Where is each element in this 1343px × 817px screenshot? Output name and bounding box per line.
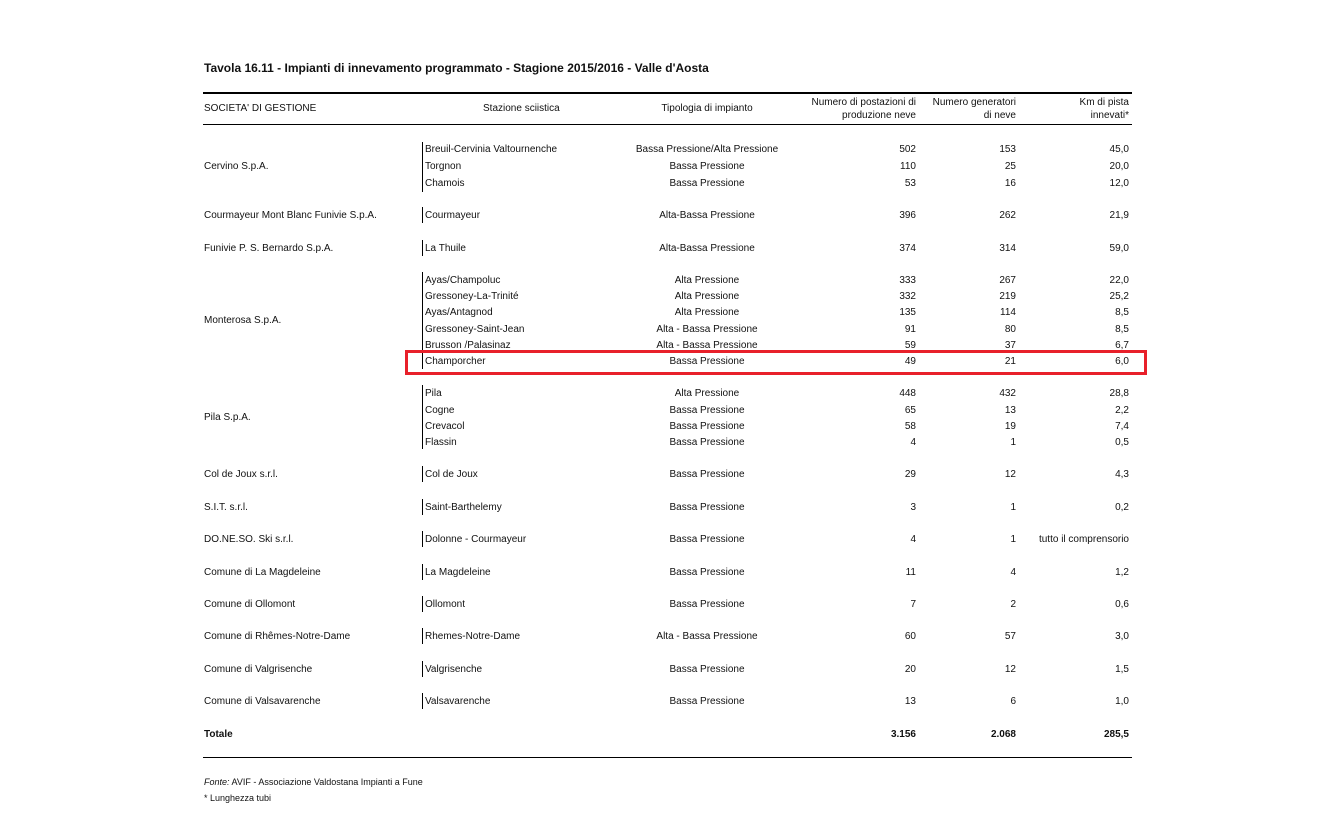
group-divider	[422, 207, 423, 223]
group-societa: Comune di Ollomont	[204, 599, 296, 610]
header-bottom-rule	[203, 124, 1132, 125]
group-societa: Comune di La Magdeleine	[204, 567, 321, 578]
header-societa: SOCIETA' DI GESTIONE	[204, 103, 317, 114]
group-societa: S.I.T. s.r.l.	[204, 502, 248, 513]
group-societa: Col de Joux s.r.l.	[204, 469, 278, 480]
total-label: Totale	[204, 729, 233, 740]
total-generatori: 2.068	[990, 729, 1016, 740]
group-societa: Comune di Valgrisenche	[204, 664, 313, 675]
header-top-rule	[203, 92, 1132, 94]
group-divider	[422, 240, 423, 256]
source-note	[204, 777, 423, 787]
header-postazioni-line1: Numero di postazioni di	[811, 97, 916, 108]
total-postazioni: 3.156	[890, 729, 916, 740]
header-tipologia: Tipologia di impianto	[661, 103, 753, 114]
table-bottom-rule	[203, 757, 1132, 758]
group-divider	[422, 693, 423, 709]
header-postazioni	[780, 96, 916, 122]
group-societa: Monterosa S.p.A.	[204, 315, 282, 326]
group-societa: Courmayeur Mont Blanc Funivie S.p.A.	[204, 210, 377, 221]
header-km-line1: Km di pista	[1079, 97, 1129, 108]
table-title: Tavola 16.11 - Impianti di innevamento programmato - Stagione 2015/2016 - Valle d'Aosta	[204, 61, 709, 75]
source-text: AVIF - Associazione Valdostana Impianti a Fune	[229, 777, 423, 787]
group-divider	[422, 628, 423, 644]
group-divider	[422, 596, 423, 612]
footnote: * Lunghezza tubi	[204, 793, 272, 803]
total-km: 285,5	[1103, 729, 1129, 740]
header-km-line2: innevati*	[1090, 110, 1129, 121]
source-label: Fonte:	[204, 777, 230, 787]
group-divider	[422, 531, 423, 547]
group-divider	[422, 661, 423, 677]
group-divider	[422, 564, 423, 580]
header-generatori-line2: di neve	[983, 110, 1016, 121]
header-generatori	[910, 96, 1016, 122]
highlight-box	[405, 350, 1147, 375]
header-postazioni-line2: produzione neve	[842, 110, 916, 121]
group-societa: DO.NE.SO. Ski s.r.l.	[204, 534, 294, 545]
header-km	[1030, 96, 1129, 122]
group-societa: Pila S.p.A.	[204, 412, 251, 423]
group-societa: Comune di Valsavarenche	[204, 696, 321, 707]
group-societa: Comune di Rhêmes-Notre-Dame	[204, 631, 351, 642]
group-divider	[422, 142, 423, 192]
group-societa: Cervino S.p.A.	[204, 161, 269, 172]
group-divider	[422, 466, 423, 482]
group-divider	[422, 499, 423, 515]
group-societa: Funivie P. S. Bernardo S.p.A.	[204, 243, 334, 254]
header-generatori-line1: Numero generatori	[932, 97, 1016, 108]
group-divider	[422, 385, 423, 449]
header-stazione: Stazione sciistica	[483, 103, 560, 114]
